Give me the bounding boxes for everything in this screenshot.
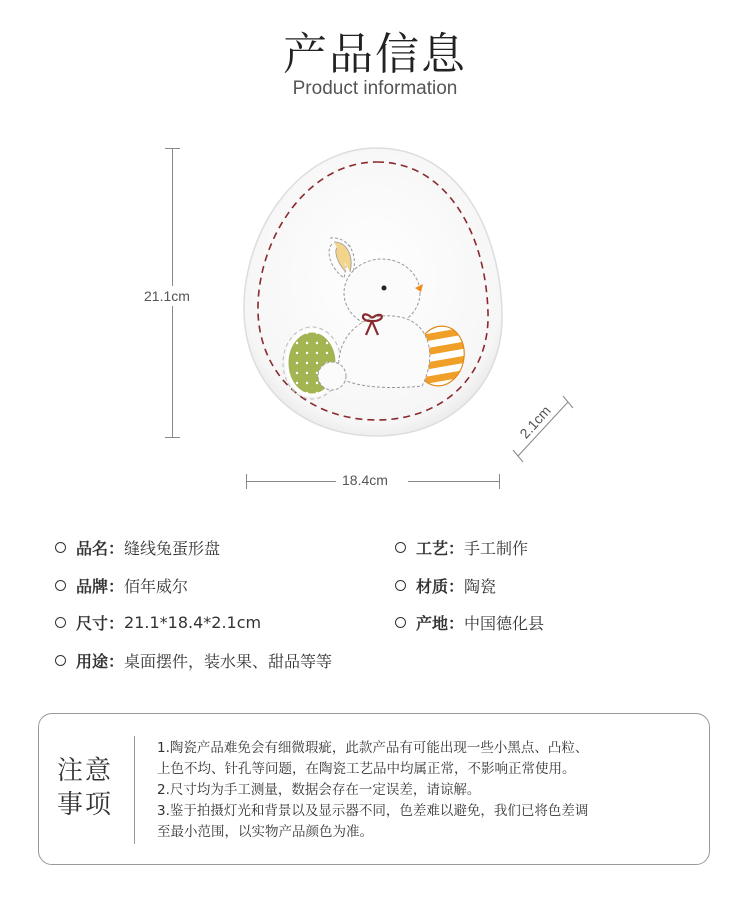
bullet-circle-icon [395,542,406,553]
notice-title-line: 注意 [57,756,114,786]
notice-title-line: 事项 [57,790,114,820]
notice-title [57,754,119,822]
spec-label: 工艺： [416,539,465,558]
notice-line: 上色不均、针孔等问题，在陶瓷工艺品中均属正常，不影响正常使用。 [157,761,576,777]
page-title: 产品信息 [283,29,467,80]
bullet-circle-icon [55,580,66,591]
width-dimension-line-left [246,481,336,482]
spec-value: 桌面摆件，装水果、甜品等等 [124,652,333,671]
bullet-circle-icon [395,617,406,628]
spec-item-craft [395,536,528,559]
spec-value: 21.1*18.4*2.1cm [124,613,262,632]
notice-divider [134,736,135,844]
width-tick-right [499,474,500,489]
spec-label: 产地： [416,614,465,633]
notice-line: 至最小范围，以实物产品颜色为准。 [157,824,373,840]
width-dimension-line-right [408,481,499,482]
height-label: 21.1cm [144,288,190,304]
spec-value: 缝线兔蛋形盘 [124,539,221,558]
spec-item-brand [55,574,188,597]
width-label: 18.4cm [342,472,388,488]
spec-value: 佰年威尔 [124,577,189,596]
notice-line: 2.尺寸均为手工测量，数据会存在一定误差，请谅解。 [157,782,481,798]
spec-item-size [55,611,261,634]
notice-body [157,738,702,843]
bullet-circle-icon [55,617,66,628]
notice-box [38,713,710,865]
spec-item-origin [395,611,544,634]
depth-label: 2.1cm [516,402,554,442]
spec-label: 用途： [76,652,125,671]
spec-item-name [55,536,220,559]
notice-line: 3.鉴于拍摄灯光和背景以及显示器不同，色差难以避免，我们已将色差调 [157,803,589,819]
bullet-circle-icon [55,655,66,666]
spec-label: 尺寸： [76,614,125,633]
spec-item-material [395,574,496,597]
page-subtitle: Product information [292,78,458,99]
bullet-circle-icon [395,580,406,591]
height-tick-bottom [165,437,180,438]
height-tick-top [165,148,180,149]
spec-label: 材质： [416,577,465,596]
width-tick-left [246,474,247,489]
notice-line: 1.陶瓷产品难免会有细微瑕疵，此款产品有可能出现一些小黑点、凸粒、 [157,740,589,756]
spec-value: 手工制作 [464,539,529,558]
bullet-circle-icon [55,542,66,553]
spec-value: 陶瓷 [464,577,497,596]
egg-plate-image [232,138,522,443]
spec-label: 品名： [76,539,125,558]
spec-label: 品牌： [76,577,125,596]
spec-item-usage [55,649,332,672]
spec-value: 中国德化县 [464,614,545,633]
